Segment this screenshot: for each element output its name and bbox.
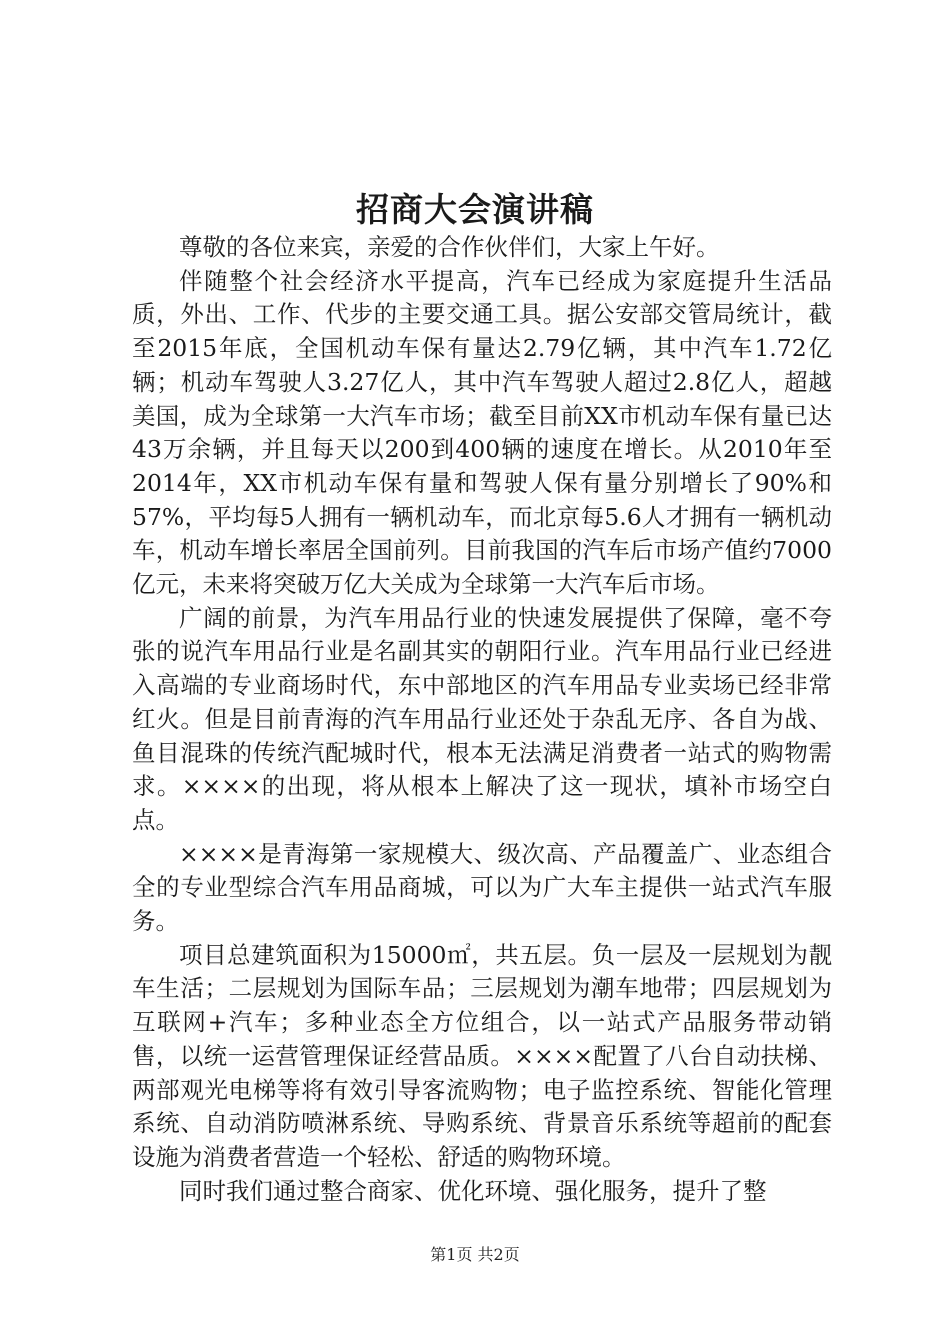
- paragraph-industry-outlook: 广阔的前景，为汽车用品行业的快速发展提供了保障，毫不夸张的说汽车用品行业是名副其实的朝阳行业。汽车用品行业已经进入高端的专业商场时代，东中部地区的汽车用品专业卖场已经非常红火。但是目前青海的汽车用品行业还处于杂乱无序、各自为战、鱼目混珠的传统汽配城时代，根本无法满足消费者一站式的购物需求。××××的出现，将从根本上解决了这一现状，填补市场空白点。: [132, 603, 832, 834]
- document-body: [132, 231, 832, 1208]
- document-title: 招商大会演讲稿: [356, 190, 594, 229]
- paragraph-market-background: 伴随整个社会经济水平提高，汽车已经成为家庭提升生活品质，外出、工作、代步的主要交通工具。据公安部交管局统计，截至2015年底，全国机动车保有量达2.79亿辆，其中汽车1.72亿辆；机动车驾驶人3.27亿人，其中汽车驾驶人超过2.8亿人，超越美国，成为全球第一大汽车市场；截至目前XX市机动车保有量已达43万余辆，并且每天以200到400辆的速度在增长。从2010年至2014年，XX市机动车保有量和驾驶人保有量分别增长了90%和57%，平均每5人拥有一辆机动车，而北京每5.6人才拥有一辆机动车，机动车增长率居全国前列。目前我国的汽车后市场产值约7000亿元，未来将突破万亿大关成为全球第一大汽车后市场。: [132, 266, 832, 599]
- paragraph-project-overview: 项目总建筑面积为15000㎡，共五层。负一层及一层规划为靓车生活；二层规划为国际车品；三层规划为潮车地带；四层规划为互联网+汽车；多种业态全方位组合，以一站式产品服务带动销售，以统一运营管理保证经营品质。××××配置了八台自动扶梯、两部观光电梯等将有效引导客流购物；电子监控系统、智能化管理系统、自动消防喷淋系统、导购系统、背景音乐系统等超前的配套设施为消费者营造一个轻松、舒适的购物环境。: [132, 940, 832, 1171]
- page-footer: 第1页 共2页: [430, 1245, 520, 1264]
- paragraph-continuation: 同时我们通过整合商家、优化环境、强化服务，提升了整: [179, 1176, 767, 1205]
- paragraph-mall-introduction: ××××是青海第一家规模大、级次高、产品覆盖广、业态组合全的专业型综合汽车用品商城，可以为广大车主提供一站式汽车服务。: [132, 839, 832, 936]
- paragraph-greeting: 尊敬的各位来宾，亲爱的合作伙伴们，大家上午好。: [179, 233, 720, 261]
